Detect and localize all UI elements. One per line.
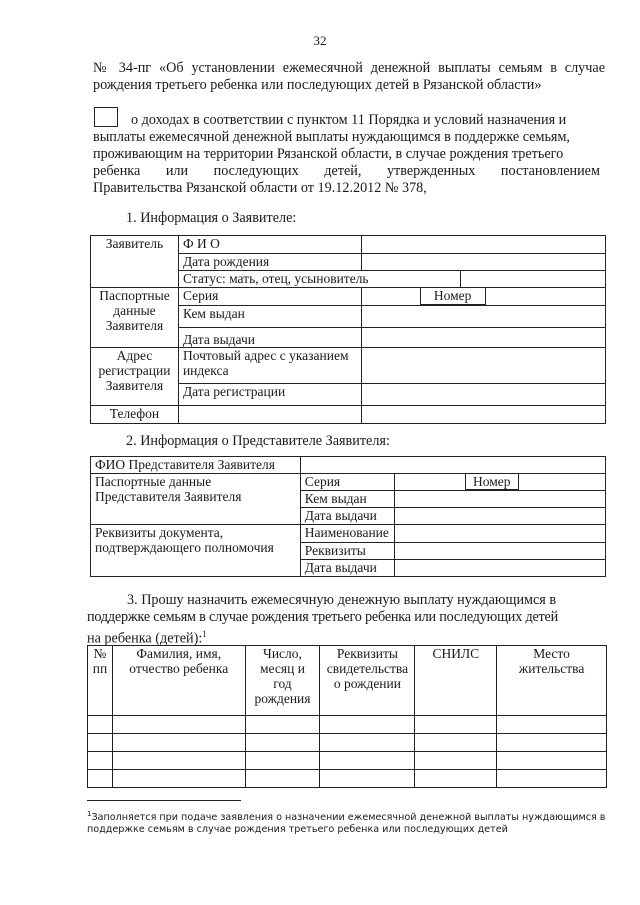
footnote [87, 808, 607, 836]
phone-label: Телефон [91, 406, 179, 424]
col-header-name: Фамилия, имя, отчество ребенка [112, 646, 245, 716]
rep-doc-name-label: Наименование [300, 525, 394, 543]
income-line-3: проживающим на территории Рязанской области, в случае рождения третьего [93, 146, 564, 162]
issued-by-label: Кем выдан [178, 306, 361, 328]
rep-series-number-cell [394, 474, 605, 491]
income-line-5: Правительства Рязанской области от 19.12.2012 № 378, [93, 180, 427, 196]
section-3-footnote-mark: 1 [202, 629, 207, 639]
footnote-divider [87, 800, 241, 801]
number-value[interactable] [486, 288, 605, 305]
income-line-4 [93, 163, 605, 180]
col-header-number: № пп [88, 646, 113, 716]
rep-issued-by-label: Кем выдан [300, 491, 394, 508]
rep-doc-requisites-label: Реквизиты [300, 543, 394, 560]
income-line-2: выплаты ежемесячной денежной выплаты нуждающимся в поддержке семьям, [93, 129, 570, 145]
rep-issue-date-value[interactable] [394, 508, 605, 525]
rep-fio-value[interactable] [300, 457, 605, 474]
page-number: 32 [313, 33, 327, 48]
rep-doc-date-value[interactable] [394, 560, 605, 577]
rep-doc-label: Реквизиты документа, подтверждающего полномочия [91, 525, 301, 577]
series-label: Серия [178, 288, 361, 306]
rep-doc-requisites-value[interactable] [394, 543, 605, 560]
rep-number-label: Номер [465, 474, 519, 490]
table-row[interactable] [88, 752, 607, 770]
birth-date-label: Дата рождения [178, 254, 361, 271]
col-header-certificate: Реквизиты свидетельства о рождении [320, 646, 415, 716]
rep-issue-date-label: Дата выдачи [300, 508, 394, 525]
reg-date-label: Дата регистрации [178, 384, 361, 406]
section-2-title: 2. Информация о Представителе Заявителя: [126, 433, 390, 449]
section-3-line-1: 3. Прошу назначить ежемесячную денежную выплату нуждающимся в [127, 592, 557, 608]
issue-date-label: Дата выдачи [178, 328, 361, 348]
postal-value[interactable] [361, 348, 605, 384]
rep-series-value[interactable] [395, 474, 465, 490]
fio-label: Ф И О [178, 236, 361, 254]
fio-value[interactable] [361, 236, 605, 254]
footnote-text: Заполняется при подаче заявления о назначении ежемесячной денежной выплаты нуждающимся в поддержке семьям в случае рождения третьего ребенка или последующих детей [87, 812, 606, 836]
phone-value-2[interactable] [361, 406, 605, 424]
section-1-title: 1. Информация о Заявителе: [126, 210, 297, 226]
postal-label: Почтовый адрес с указанием индекса [178, 348, 361, 384]
children-table [87, 645, 607, 788]
header-reference: № 34-пг «Об установлении ежемесячной денежной выплаты семьям в случае рождения третьего ребенка или последующих детей в Рязанской области» [93, 60, 605, 93]
col-header-snils: СНИЛС [415, 646, 497, 716]
series-value[interactable] [362, 288, 420, 305]
col-header-birth-date: Число, месяц и год рождения [245, 646, 320, 716]
table-row[interactable] [88, 716, 607, 734]
issued-by-value[interactable] [361, 306, 605, 328]
table-row[interactable] [88, 770, 607, 788]
rep-fio-label: ФИО Представителя Заявителя [91, 457, 301, 474]
income-checkbox[interactable] [94, 107, 118, 127]
col-header-residence: Место жительства [497, 646, 607, 716]
address-label: Адрес регистрации Заявителя [91, 348, 179, 406]
rep-doc-name-value[interactable] [394, 525, 605, 543]
representative-table [90, 456, 606, 577]
rep-series-label: Серия [300, 474, 394, 491]
applicant-label: Заявитель [91, 236, 179, 288]
status-label: Статус: мать, отец, усыновитель [178, 271, 460, 288]
income-line-1: о доходах в соответствии с пунктом 11 Порядка и условий назначения и [131, 112, 567, 128]
phone-value-1[interactable] [178, 406, 361, 424]
section-3-line-3-text: на ребенка (детей): [87, 630, 203, 647]
rep-issued-by-value[interactable] [394, 491, 605, 508]
table-row[interactable] [88, 734, 607, 752]
rep-doc-date-label: Дата выдачи [300, 560, 394, 577]
income-line-4-text: ребенка или последующих детей, утвержденных постановлением [93, 163, 600, 179]
footnote-mark: 1 [87, 810, 92, 818]
status-value[interactable] [461, 271, 606, 288]
series-number-cell [361, 288, 605, 306]
rep-number-value[interactable] [519, 474, 605, 490]
birth-date-value[interactable] [361, 254, 605, 271]
rep-passport-label: Паспортные данные Представителя Заявителя [91, 474, 301, 525]
section-3-line-2: поддержке семьям в случае рождения третьего ребенка или последующих детей [87, 609, 559, 625]
passport-label: Паспортные данные Заявителя [91, 288, 179, 348]
reg-date-value[interactable] [361, 384, 605, 406]
number-label: Номер [420, 288, 486, 305]
issue-date-value[interactable] [361, 328, 605, 348]
applicant-table [90, 235, 606, 424]
